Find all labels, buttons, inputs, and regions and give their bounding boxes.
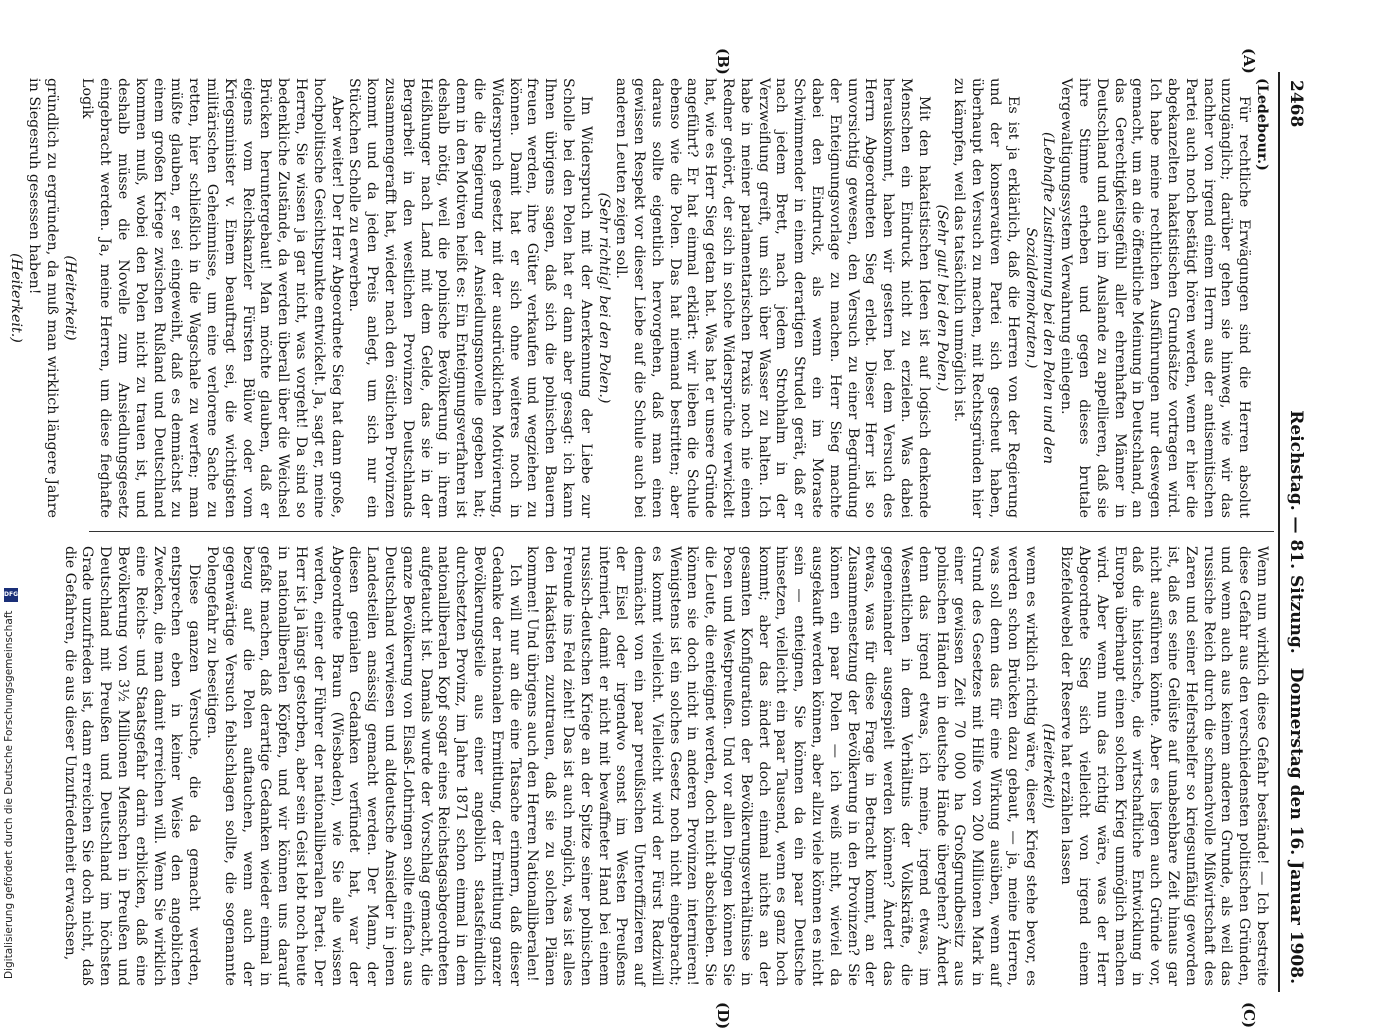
- margin-letter-b: (B): [714, 48, 732, 75]
- margin-letter-d: (D): [714, 1002, 732, 1029]
- page-number: 2468: [1286, 80, 1306, 128]
- paragraph: Es ist ja erklärlich, daß die Herren von der Regierung und der konservativen Partei sich gescheut haben, überhaupt den Versuch zu machen, mit Rechtsgründen hier zu kämpfen, weil das tatsächlich unmöglich ist.: [951, 78, 1021, 518]
- paragraph: Diese ganzen Versuche, die da gemacht werden, entsprechen eben in keiner Weise den angeblichen Zwecken, die man damit erreichen will. Wenn Sie wirklich eine Reichs- und Staatsgefahr darin erblicken, daß eine Bevölkerung von 3½ Millionen Menschen in Preußen und Deutschland mit Preußen und Deutschland im höchsten Grade unzufrieden ist, dann erreichen Sie doch nicht, daß die Gefahren, die aus dieser Unzufriedenheit erwachsen,: [61, 546, 203, 986]
- paragraph: Ich will nur an die eine Tatsache erinnern, daß dieser Gedanke der nationalen Ermittlung, der Ermittlung ganzer Bevölkerungsteile aus einer angeblich staatsfeindlich durchsetzten Provinz, im Jahre 1871 schon einmal in dem nationalliberalen Kopf sogar eines Reichstagsabgeordneten aufgetaucht ist. Damals wurde der Vorschlag gemacht, die ganze Bevölkerung von Elsaß-Lothringen sollte einfach aus Deutschland verwiesen und altdeutsche Ansiedler in jenen Landesteilen ansässig gemacht werden. Der Mann, der diesen genialen Gedanken verfündet hat, war der Abgeordnete Braun (Wiesbaden), wie Sie alle wissen werden, einer der Führer der nationalliberalen Partei. Der Herr ist ja längst gestorben, aber sein Geist lebt noch heute in nationalliberalen Köpfen, und wir können uns darauf gefaßt machen, daß derartige Gedanken wieder einmal in bezug auf die Polen auftauchen, wenn auch der gegenwärtige Versuch fehlschlagen sollte, die sogenannte Polengefahr zu beseitigen.: [203, 546, 523, 986]
- paragraph: Aber weiter! Der Herr Abgeordnete Sieg hat dann große, hochpolitische Gesichtspunkte entwickelt. Ja, sagt er, meine Herren, Sie wissen ja gar nicht, was vorgeht! Da sind so bedenkliche Zustände, da werden überall über die Weichsel Brücken heruntergebaut! Man möchte glauben, daß er eigens vom Reichskanzler Fürsten Bülow oder vom Kriegsminister v. Einem beauftragt sei, die wichtigsten militärischen Geheimnisse, um eine verlorene Sache zu retten, hier schließlich in die Wagschale zu werfen; man müßte glauben, er sei eingeweiht, daß es demnächst zu einem großen Kriege zwischen Rußland und Deutschland kommen muß, wobei den Polen nicht zu trauen ist, und deshalb müsse die Novelle zum Ansiedlungsgesetz eingebracht werden. Ja, meine Herren, um diese fieghafte Logik: [79, 78, 345, 518]
- page-date: Donnerstag den 16. Januar 1908.: [1286, 667, 1306, 984]
- left-text-column: [8, 78, 1270, 518]
- page-header: [1280, 72, 1310, 992]
- paragraph: Für rechtliche Erwägungen sind die Herren absolut unzugänglich; darüber gehen sie hinweg, wie wir das nachher von irgend einem Herrn aus der antisemitischen Partei auch noch bestätigt hören werden, wenn er hier die abgekanzelten hakatistischen Grundsätze vortragen wird. Ich habe meine rechtlichen Ausführungen nur deswegen gemacht, um an die öffentliche Meinung in Deutschland, an das Gerechtigkeitsgefühl aller ehrenhaften Männer in Deutschland und auch im Auslande zu appellieren, daß sie ihre Stimme erheben und gegen dieses brutale Vergewaltigungssystem Verwahrung einlegen.: [1058, 78, 1253, 518]
- interjection: (Heiterkeit.): [8, 253, 25, 343]
- interjection: (Sehr richtig! bei den Polen.): [595, 192, 612, 404]
- speaker-name: (Ledebour.): [1254, 78, 1270, 171]
- paragraph: gründlich zu ergründen, da muß man wirklich längere Jahre in Siegesruh gesessen haben!: [26, 78, 60, 518]
- page-center-title: Reichstag. — 81. Sitzung.: [1286, 410, 1306, 654]
- digitization-credit: Digitalisierung gefördert durch die Deutsche Forschungsgemeinschaft: [3, 610, 15, 979]
- right-text-column: [61, 546, 1270, 986]
- interjection: (Lebhafte Zustimmung bei den Polen und den Sozialdemokraten.): [1022, 132, 1057, 464]
- paragraph: Mit den hakatistischen Ideen ist auf logisch denkende Menschen ein Eindruck nicht zu erzielen. Was dabei herauskommt, haben wir gestern bei dem Versuch des Herrn Abgeordneten Sieg erlebt. Dieser Herr ist so unvorsichtig gewesen, den Versuch zu einer Begründung der Enteignungsvorlage zu machen. Herr Sieg machte dabei den Eindruck, als wenn ein im Moraste Schwimmender in einem derartigen Strudel gerät, daß er nach jedem Brett, nach jedem Strohhalm in der Verzweiflung greift, um sich über Wasser zu halten. Ich habe in meiner parlamentarischen Praxis noch nie einen Redner gehört, der sich in solche Widersprüche verwickelt hat, wie es Herr Sieg getan hat. Was hat er unsere Gründe angeführt? Er hat einmal erklärt: wir lieben die Schule ebenso wie die Polen. Das hat niemand bestritten; aber daraus sollte eigentlich hervorgehen, daß man einen gewissen Respekt vor dieser Liebe auf die Schule auch bei anderen Leuten zeigen soll.: [613, 78, 932, 518]
- margin-letter-a: (A): [1240, 48, 1258, 74]
- paragraph: wenn es wirklich richtig wäre, dieser Krieg stehe bevor, es werden schon Brücken dazu gebaut, — ja, meine Herren, was soll denn das für eine Wirkung ausüben, wenn auf Grund des Gesetzes mit Hilfe von 200 Millionen Mark in einer gewissen Zeit 70 000 ha Großgrundbesitz aus polnischen Händen in deutsche Hände übergehen? Ändert denn das irgend etwas, ich meine, irgend etwas, im Wesentlichen in dem Verhältnis der Volkskräfte, die gegeneinander ausgespielt werden können? Ändert das etwas, was für diese Frage in Betracht kommt, an der Zusammensetzung der Bevölkerung in den Provinzen? Sie können ein paar Polen — ich weiß nicht, wieviel da ausgekauft werden können, aber allzu viele können es nicht sein — enteignen, Sie können da ein paar Deutsche hinsetzen, vielleicht ein paar Tausend, wenn es ganz hoch kommt; aber das ändert doch einmal nichts an der gesamten Konfiguration der Bevölkerungsverhältnisse in Posen und Westpreußen. Und vor allen Dingen können Sie die Leute, die enteignet werden, doch nicht abschieben. Sie können sie doch nicht in anderen Provinzen internieren! Wenigstens ist ein solches Gesetz noch nicht eingebracht; es kommt vielleicht. Vielleicht wird der Fürst Radziwill demnächst von ein paar preußischen Unteroffizieren auf der Eisel oder irgendwo sonst im Westen Preußens interniert, damit er nicht mit bewaffneter Hand bei einem russisch-deutschen Kriege an der Spitze seiner polnischen Freunde ins Feld zieht! Das ist auch möglich, was ist alles den Hakatisten zuzutrauen, daß sie zu solchen Plänen kommen! Und übrigens auch den Herren Nationalliberalen!: [524, 546, 1039, 986]
- dfg-logo-icon: DFG: [4, 588, 18, 602]
- interjection: (Heiterkeit): [1040, 723, 1057, 809]
- column-divider: [89, 531, 1274, 532]
- header-rule: [1278, 72, 1280, 992]
- margin-letter-c: (C): [1240, 1002, 1258, 1029]
- dfg-credit: [3, 591, 19, 994]
- paragraph: Wenn nun wirklich diese Gefahr bestände! — Ich bestreite diese Gefahr aus den verschiedensten politischen Gründen, und wenn auch aus keinem anderen Grunde, als weil das russische Reich durch die schmachvolle Mißwirtschaft des Zaren und seiner Helfershelfer so kriegsunfähig geworden ist, daß es seine Gelüste auf unabsehbare Zeit hinaus gar nicht ausführen könnte. Aber es liegen auch Gründe vor, daß die historische, die wirtschaftliche Entwicklung in Europa überhaupt einen solchen Krieg unmöglich machen wird. Aber wenn nun das richtig wäre, was der Herr Abgeordnete Sieg sich vielleicht von irgend einem Bizefeldwebel der Reserve hat erzählen lassen: [1058, 546, 1270, 986]
- interjection: (Sehr gut! bei den Polen.): [933, 204, 950, 392]
- interjection: (Heiterkeit): [61, 255, 78, 341]
- paragraph: Im Widerspruch mit der Anerkennung der Liebe zur Scholle bei den Polen hat er dann aber gesagt: ich kann Ihnen übrigens sagen, daß sich die polnischen Bauern freuen werden, ihre Güter verkaufen und wegziehen zu können. Damit hat er sich ohne weiteres noch in Widerspruch gesetzt mit der ausdrücklichen Motivierung, die die Regierung der Ansiedlungsnovelle gegeben hat; denn in den Motiven heißt es: Ein Enteignungsverfahren ist deshalb nötig, weil die polnische Bevölkerung in ihrem Heißhunger nach Land mit dem Gelde, das sie in der Bergarbeit in den westlichen Provinzen Deutschlands zusammengerafft hat, wieder nach den östlichen Provinzen kommt und da jeden Preis anlegt, um sich nur ein Stückchen Scholle zu erwerben.: [346, 78, 594, 518]
